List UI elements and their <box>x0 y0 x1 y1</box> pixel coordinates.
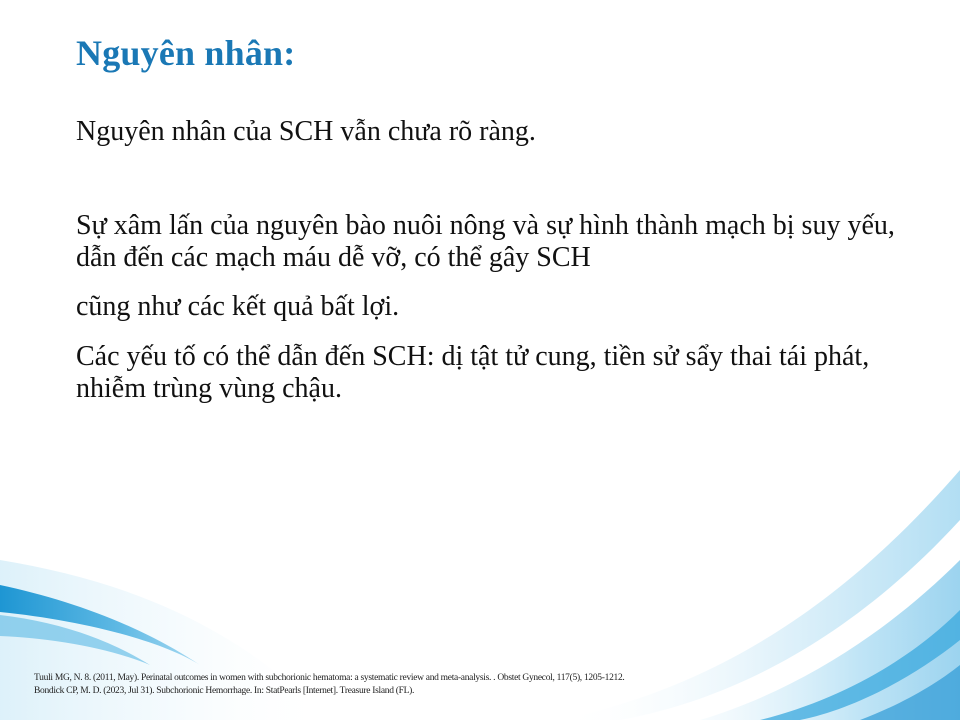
reference-item: Bondick CP, M. D. (2023, Jul 31). Subchorionic Hemorrhage. In: StatPearls [Internet]. Treasure Island (FL). <box>34 686 415 696</box>
reference-item: Tuuli MG, N. 8. (2011, May). Perinatal outcomes in women with subchorionic hematoma: a systematic review and meta-analysis. . Obstet Gynecol, 117(5), 1205-1212. <box>34 673 625 683</box>
paragraph-3: cũng như các kết quả bất lợi. <box>76 291 400 322</box>
references <box>34 672 934 698</box>
paragraph-1: Nguyên nhân của SCH vẫn chưa rõ ràng. <box>76 116 536 147</box>
paragraph-2: Sự xâm lấn của nguyên bào nuôi nông và sự hình thành mạch bị suy yếu, dẫn đến các mạch máu dễ vỡ, có thể gây SCH <box>76 210 895 273</box>
paragraph-4: Các yếu tố có thể dẫn đến SCH: dị tật tử cung, tiền sử sẩy thai tái phát, nhiễm trùng vùng chậu. <box>76 341 870 404</box>
slide-title: Nguyên nhân: <box>76 33 296 73</box>
